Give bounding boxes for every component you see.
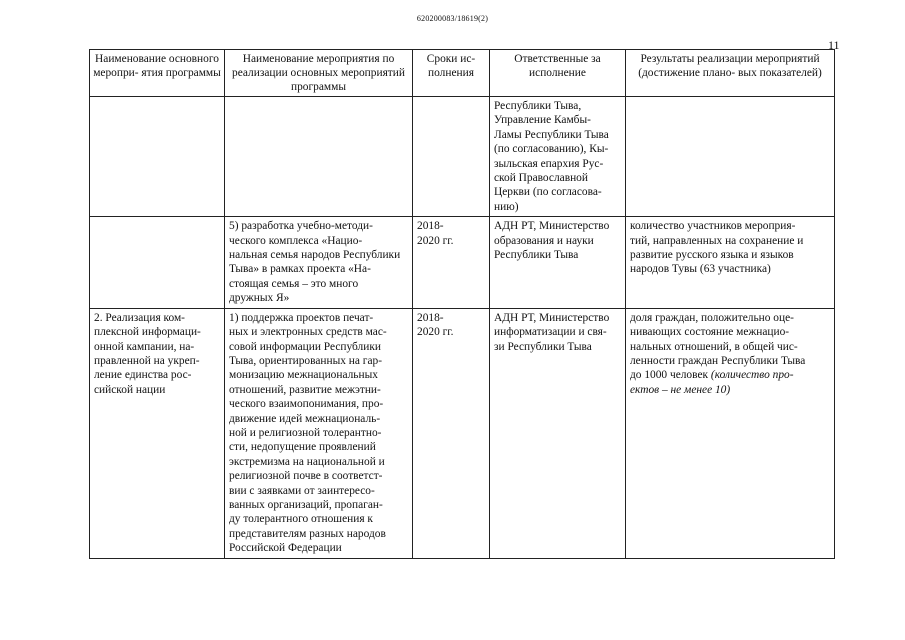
col-header-main-activity: Наименование основного меропри- ятия программы	[90, 50, 225, 97]
table-header-row	[90, 50, 835, 97]
cell-main: 2. Реализация ком- плексной информаци- онной кампании, на- правленной на укреп- ление единства рос- сийской нации	[90, 308, 225, 558]
cell-responsible: АДН РТ, Министерство образования и науки Республики Тыва	[490, 217, 626, 308]
cell-activity	[225, 97, 413, 217]
cell-term	[413, 97, 490, 217]
result-note: (количество про- ектов – не менее 10)	[630, 369, 794, 396]
col-header-activity: Наименование мероприятия по реализации основных мероприятий программы	[225, 50, 413, 97]
cell-responsible: Республики Тыва, Управление Камбы- Ламы Республики Тыва (по согласованию), Кы- зыльская епархия Рус- ской Православной Церкви (по согласова- нию)	[490, 97, 626, 217]
table-row	[90, 308, 835, 558]
cell-term: 2018- 2020 гг.	[413, 217, 490, 308]
col-header-results: Результаты реализации мероприятий (достижение плано- вых показателей)	[626, 50, 835, 97]
col-header-responsible: Ответственные за исполнение	[490, 50, 626, 97]
table-row	[90, 217, 835, 308]
cell-result	[626, 97, 835, 217]
cell-responsible: АДН РТ, Министерство информатизации и свя- зи Республики Тыва	[490, 308, 626, 558]
program-activities-table	[89, 49, 835, 559]
cell-activity: 1) поддержка проектов печат- ных и электронных средств мас- совой информации Республики Тыва, ориентированных на гар- монизацию межнациональных отношений, развитие межэтни- ческого взаимопонимания, про- движение идей межнациональ- ной и религиозной толерантно- сти, недопущение проявлений экстремизма на национальной и религиозной почве в соответст- вии с заявками от заинтересо- ванных организаций, пропаган- ду толерантного отношения к представителям разных народов Российской Федерации	[225, 308, 413, 558]
col-header-term: Сроки ис- полнения	[413, 50, 490, 97]
document-id: 620200083/18619(2)	[416, 14, 489, 23]
cell-term: 2018- 2020 гг.	[413, 308, 490, 558]
table-row	[90, 97, 835, 217]
cell-main	[90, 97, 225, 217]
cell-result: количество участников мероприя- тий, направленных на сохранение и развитие русского языка и языков народов Тувы (63 участника)	[626, 217, 835, 308]
page-number: 11	[828, 38, 840, 52]
cell-main	[90, 217, 225, 308]
cell-result: доля граждан, положительно оце- нивающих состояние межнацио- нальных отношений, в общей чис- ленности граждан Республики Тыва до 1000 человек (количество про- ектов – не менее 10)	[626, 308, 835, 558]
cell-activity: 5) разработка учебно-методи- ческого комплекса «Нацио- нальная семья народов Республики Тыва» в рамках проекта «На- стоящая семья – это много дружных Я»	[225, 217, 413, 308]
